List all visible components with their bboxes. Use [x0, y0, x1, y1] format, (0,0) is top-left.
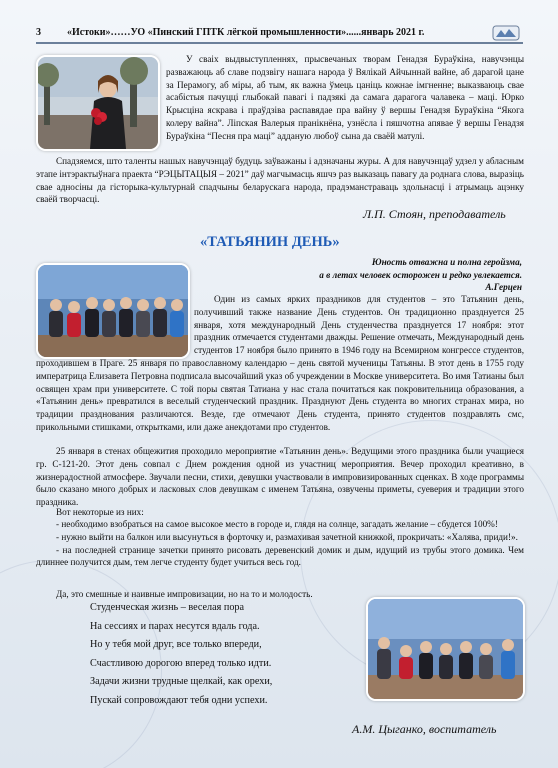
- photo-wrap-spacer: [36, 293, 194, 355]
- article-paragraph2: 25 января в стенах общежития проходило мероприятие «Татьянин день». Ведущими этого праздника были учащиеся гр. С-121-20. Этот день совпал с Днем рождения одной из участниц мероприятия. Вечер проходил креативно, в жизнерадостной атмосфере. Звучали песни, стихи, девушки участвовали в импровизированных сценках. В ходе программы было сказано много добрых и ласковых слов девушкам с именем Татьяна, озвучены приметы, суеверия и традиции этого праздника.: [36, 446, 524, 508]
- poem: [90, 599, 272, 711]
- poem-line: Счастливою дорогою вперед только идти.: [90, 657, 272, 669]
- article-list: [36, 518, 524, 569]
- page-header: [36, 24, 523, 44]
- college-logo: [492, 25, 520, 41]
- poem-line: Задачи жизни трудные щелкай, как орехи,: [90, 676, 273, 688]
- poem-line: На сессиях и парах несутся вдаль года.: [90, 620, 260, 632]
- article-signature: А.М. Цыганко, воспитатель: [352, 722, 497, 736]
- photo-reciter-with-flowers: [36, 55, 160, 151]
- header-title: «Истоки»……УО «Пинский ГПТК лёгкой промышленности»......январь 2021 г.: [67, 27, 425, 38]
- epigraph-author: А.Герцен: [485, 282, 522, 292]
- epigraph: [319, 256, 522, 294]
- epigraph-line: Юность отважна и полна геройзма,: [371, 257, 522, 267]
- article-title: «ТАТЬЯНИН ДЕНЬ»: [200, 234, 340, 250]
- article-paragraph1: [36, 293, 524, 434]
- poem-line: Студенческая жизнь – веселая пора: [90, 602, 245, 613]
- poem-line: Но у тебя мой друг, все только впереди,: [90, 639, 262, 651]
- list-item: - нужно выйти на балкон или высунуться в форточку и, размахивая зачетной книжкой, прокричать: «Халява, приди!».: [56, 531, 518, 542]
- epigraph-line: а в летах человек осторожен и редко увлекается.: [319, 269, 522, 280]
- list-item: - на последней странице зачетки принято рисовать деревенский домик и дым, идущий из трубы этого домика. Чем длиннее получится дым, тем легче студенту будет учиться весь год.: [36, 544, 524, 568]
- article-list-intro: Вот некоторые из них:: [56, 507, 144, 517]
- section1-signature: Л.П. Стоян, преподаватель: [363, 207, 506, 221]
- page-number: 3: [36, 27, 41, 38]
- list-item: - необходимо взобраться на самое высокое место в городе и, глядя на солнце, загадать желание – сбудется 100%!: [56, 519, 498, 529]
- section1-paragraph1: У сваіх выдвыступленнях, прысвечаных творам Генадзя Бураўкіна, навучэнцы разважаюць аб славе подзвігу нашага народа ў Вялікай Айчыннай вайне, аб дарагой цане за Перамогу, аб міры, аб тым, як важна ўмець цаніць кожнае імгненне; выказваюць свае асабістыя пачуцці глыбокай павагі і падзякі да самага дарагога чалавека – маці. Юрко Крысціна яскрава і праўдзіва распавядае пра вайну ў вершы Генадзя Бураўкіна “Якога колеру вайна”. Ліпская Валерыя пранікнёна, узнёсла і пяшчотна апявае ў вершы Генадзя Бураўкіна “Песня пра маці” адданую любоў сына да сваёй матулі.: [166, 54, 524, 141]
- section1-paragraph2: Спадзяемся, што таленты нашых навучэнцаў будуць заўважаны і адзначаны журы. А для навучэнцаў удзел у абласным этапе інтэрактыўнага праекта “РЭЦЫТАЦЫЯ – 2021” даў магчымасць яшчэ раз выказаць павагу да роднага слова, выразіць свае адносіны да гісторыка-культурнай спадчыны беларускага народа, прадэманстраваць здольнасці і атрымаць ацэнку сваёй творчасці.: [36, 156, 524, 205]
- article-closing: Да, это смешные и наивные импровизации, но на то и молодость.: [56, 589, 313, 599]
- poem-line: Пускай сопровождают тебя одни успехи.: [90, 694, 268, 706]
- photo-students-seated: [366, 597, 525, 701]
- article-paragraph1-text: Один из самых ярких праздников для студентов – это Татьянин день, получивший также название День студентов. Он традиционно празднуется 25 января, хотя международный День студенчества празднуется 17 ноября: этот праздник отмечается студентами дважды. Решение отмечать, Международный день студентов 17 ноября было принято в 1946 году на Всемирном конгрессе студентов, проходившем в Праге. 25 января по православному календарю – день святой мученицы Татьяны. В этот день в 1755 году императрица Елизавета Петровна подписала высочайший указ об учреждении в Москве университета. Во имя Татианы был освящен храм при университете. С той поры святая Татиана у нас стала почитаться как покровительница образования, а «Татьянин день» превратился в веселый студенческий праздник. Празднуют День студента во многих странах мира, но традиции празднования различаются. Везде, где отмечают День студента, принято студентов поздравлять смс, прикольными стишками, открытками, или даже анекдотами про студентов.: [36, 294, 524, 432]
